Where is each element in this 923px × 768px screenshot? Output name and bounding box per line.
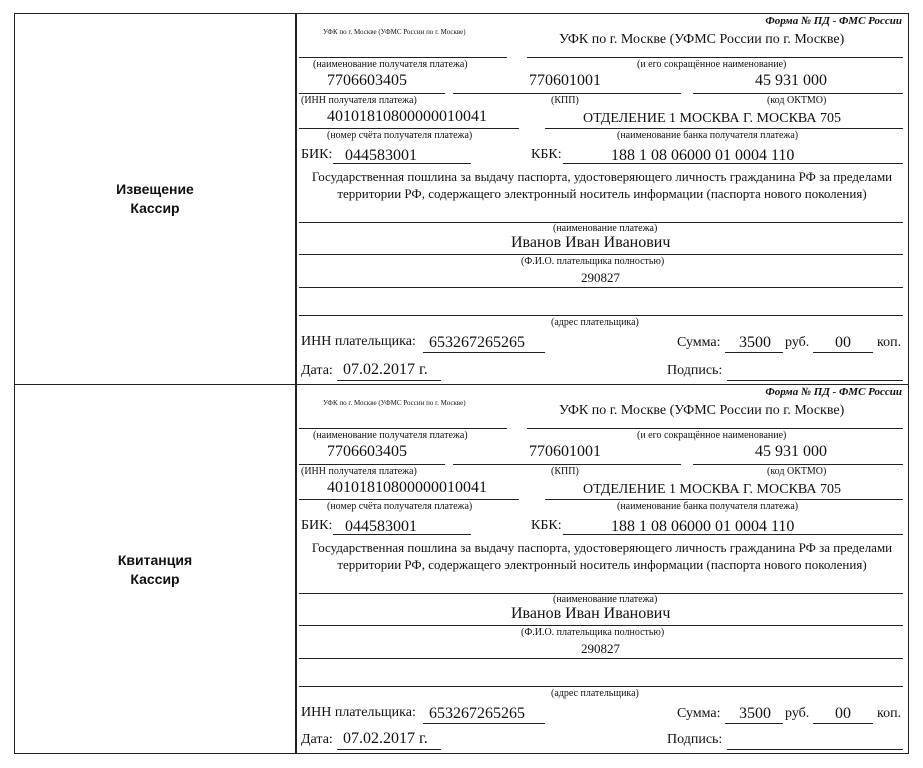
- sum-kop-line: [813, 723, 873, 724]
- date-value: 07.02.2017 г.: [343, 361, 428, 378]
- bank-line: [545, 499, 903, 500]
- payer-inn-line: [423, 723, 545, 724]
- notice-section: [15, 14, 908, 385]
- lbl-address: (адрес плательщика): [551, 688, 639, 699]
- lbl-short: (и его сокращённое наименование): [637, 59, 787, 70]
- date-line: [337, 380, 441, 381]
- bank-line: [545, 128, 903, 129]
- recipient-short: УФК по г. Москве (УФМС России по г. Москве): [559, 403, 845, 418]
- lbl-recipient: (наименование получателя платежа): [313, 59, 468, 70]
- lbl-short: (и его сокращённое наименование): [637, 430, 787, 441]
- date-label: Дата:: [301, 363, 333, 378]
- recipient-short-line: [527, 57, 903, 58]
- payment-form: [14, 13, 909, 754]
- payer-name: Иванов Иван Иванович: [511, 234, 671, 251]
- address-line-1: [299, 287, 903, 288]
- sum-label: Сумма:: [677, 335, 721, 350]
- recipient-short-line: [527, 428, 903, 429]
- rub-label: руб.: [785, 706, 810, 721]
- inn-line: [299, 93, 445, 94]
- bik-value: 044583001: [345, 147, 417, 164]
- recipient-small: УФК по г. Москве (УФМС России по г. Москве): [323, 28, 466, 36]
- sum-kop: 00: [835, 705, 851, 722]
- side-subtitle: Кассир: [130, 200, 180, 216]
- form-header: Форма № ПД - ФМС России: [765, 15, 902, 27]
- oktmo-line: [693, 464, 903, 465]
- receipt-side-column: [15, 385, 297, 753]
- rub-label: руб.: [785, 335, 810, 350]
- lbl-account: (номер счёта получателя платежа): [327, 130, 473, 141]
- side-title: Квитанция: [117, 552, 193, 568]
- lbl-kpp: (КПП): [551, 95, 579, 106]
- recipient-short: УФК по г. Москве (УФМС России по г. Москве): [559, 32, 845, 47]
- sign-line: [727, 749, 903, 750]
- lbl-oktmo: (код ОКТМО): [767, 466, 827, 477]
- date-line: [337, 749, 441, 750]
- bik-label: БИК:: [301, 518, 333, 533]
- receipt-fields: [297, 385, 908, 753]
- payer-inn-value: 653267265265: [429, 334, 525, 351]
- kbk-line: [563, 163, 903, 164]
- lbl-bank: (наименование банка получателя платежа): [617, 501, 799, 512]
- kbk-value: 188 1 08 06000 01 0004 110: [611, 518, 795, 535]
- payer-address: 290827: [581, 641, 620, 656]
- side-title: Извещение: [116, 181, 194, 197]
- bik-label: БИК:: [301, 147, 333, 162]
- sum-rub-line: [725, 352, 783, 353]
- lbl-oktmo: (код ОКТМО): [767, 95, 827, 106]
- lbl-inn: (ИНН получателя платежа): [301, 95, 417, 106]
- recipient-line: [299, 57, 507, 58]
- sum-rub: 3500: [739, 334, 771, 351]
- sum-kop: 00: [835, 334, 851, 351]
- name-line: [299, 625, 903, 626]
- receipt-section: [15, 385, 908, 753]
- sign-line: [727, 380, 903, 381]
- name-line: [299, 254, 903, 255]
- address-line-2: [299, 686, 903, 687]
- kbk-line: [563, 534, 903, 535]
- oktmo-value: 45 931 000: [755, 443, 827, 460]
- lbl-recipient: (наименование получателя платежа): [313, 430, 468, 441]
- bank-value: ОТДЕЛЕНИЕ 1 МОСКВА Г. МОСКВА 705: [583, 482, 841, 497]
- lbl-kpp: (КПП): [551, 466, 579, 477]
- lbl-bank: (наименование банка получателя платежа): [617, 130, 799, 141]
- lbl-account: (номер счёта получателя платежа): [327, 501, 473, 512]
- sum-kop-line: [813, 352, 873, 353]
- bik-line: [333, 163, 471, 164]
- kop-label: коп.: [877, 706, 902, 721]
- account-value: 40101810800000010041: [327, 479, 487, 496]
- lbl-name: (Ф.И.О. плательщика полностью): [521, 627, 665, 638]
- side-subtitle: Кассир: [130, 571, 180, 587]
- sign-label: Подпись:: [667, 363, 723, 378]
- account-value: 40101810800000010041: [327, 108, 487, 125]
- payer-inn-label: ИНН плательщика:: [301, 705, 416, 720]
- payer-address: 290827: [581, 270, 620, 285]
- bank-value: ОТДЕЛЕНИЕ 1 МОСКВА Г. МОСКВА 705: [583, 111, 841, 126]
- bik-line: [333, 534, 471, 535]
- sum-rub: 3500: [739, 705, 771, 722]
- lbl-purpose: (наименование платежа): [553, 223, 658, 234]
- sum-rub-line: [725, 723, 783, 724]
- payment-purpose: Государственная пошлина за выдачу паспорта, удостоверяющего личность гражданина РФ за пределами территории РФ, содержащего электронный носитель информации (паспорта нового поколения): [311, 540, 893, 572]
- notice-fields: [297, 14, 908, 384]
- bik-value: 044583001: [345, 518, 417, 535]
- date-value: 07.02.2017 г.: [343, 730, 428, 747]
- lbl-address: (адрес плательщика): [551, 317, 639, 328]
- oktmo-value: 45 931 000: [755, 72, 827, 89]
- kbk-label: КБК:: [531, 518, 562, 533]
- kpp-line: [453, 464, 681, 465]
- account-line: [299, 499, 519, 500]
- address-line-2: [299, 315, 903, 316]
- payer-inn-value: 653267265265: [429, 705, 525, 722]
- sum-label: Сумма:: [677, 706, 721, 721]
- form-header: Форма № ПД - ФМС России: [765, 386, 902, 398]
- address-line-1: [299, 658, 903, 659]
- kbk-value: 188 1 08 06000 01 0004 110: [611, 147, 795, 164]
- kpp-line: [453, 93, 681, 94]
- recipient-small: УФК по г. Москве (УФМС России по г. Москве): [323, 399, 466, 407]
- inn-line: [299, 464, 445, 465]
- payer-name: Иванов Иван Иванович: [511, 605, 671, 622]
- notice-side-column: [15, 14, 297, 384]
- inn-value: 7706603405: [327, 443, 407, 460]
- payment-purpose: Государственная пошлина за выдачу паспорта, удостоверяющего личность гражданина РФ за пределами территории РФ, содержащего электронный носитель информации (паспорта нового поколения): [311, 169, 893, 201]
- sign-label: Подпись:: [667, 732, 723, 747]
- kpp-value: 770601001: [529, 72, 601, 89]
- payer-inn-label: ИНН плательщика:: [301, 334, 416, 349]
- account-line: [299, 128, 519, 129]
- date-label: Дата:: [301, 732, 333, 747]
- payer-inn-line: [423, 352, 545, 353]
- kbk-label: КБК:: [531, 147, 562, 162]
- recipient-line: [299, 428, 507, 429]
- inn-value: 7706603405: [327, 72, 407, 89]
- lbl-purpose: (наименование платежа): [553, 594, 658, 605]
- lbl-name: (Ф.И.О. плательщика полностью): [521, 256, 665, 267]
- oktmo-line: [693, 93, 903, 94]
- kpp-value: 770601001: [529, 443, 601, 460]
- kop-label: коп.: [877, 335, 902, 350]
- lbl-inn: (ИНН получателя платежа): [301, 466, 417, 477]
